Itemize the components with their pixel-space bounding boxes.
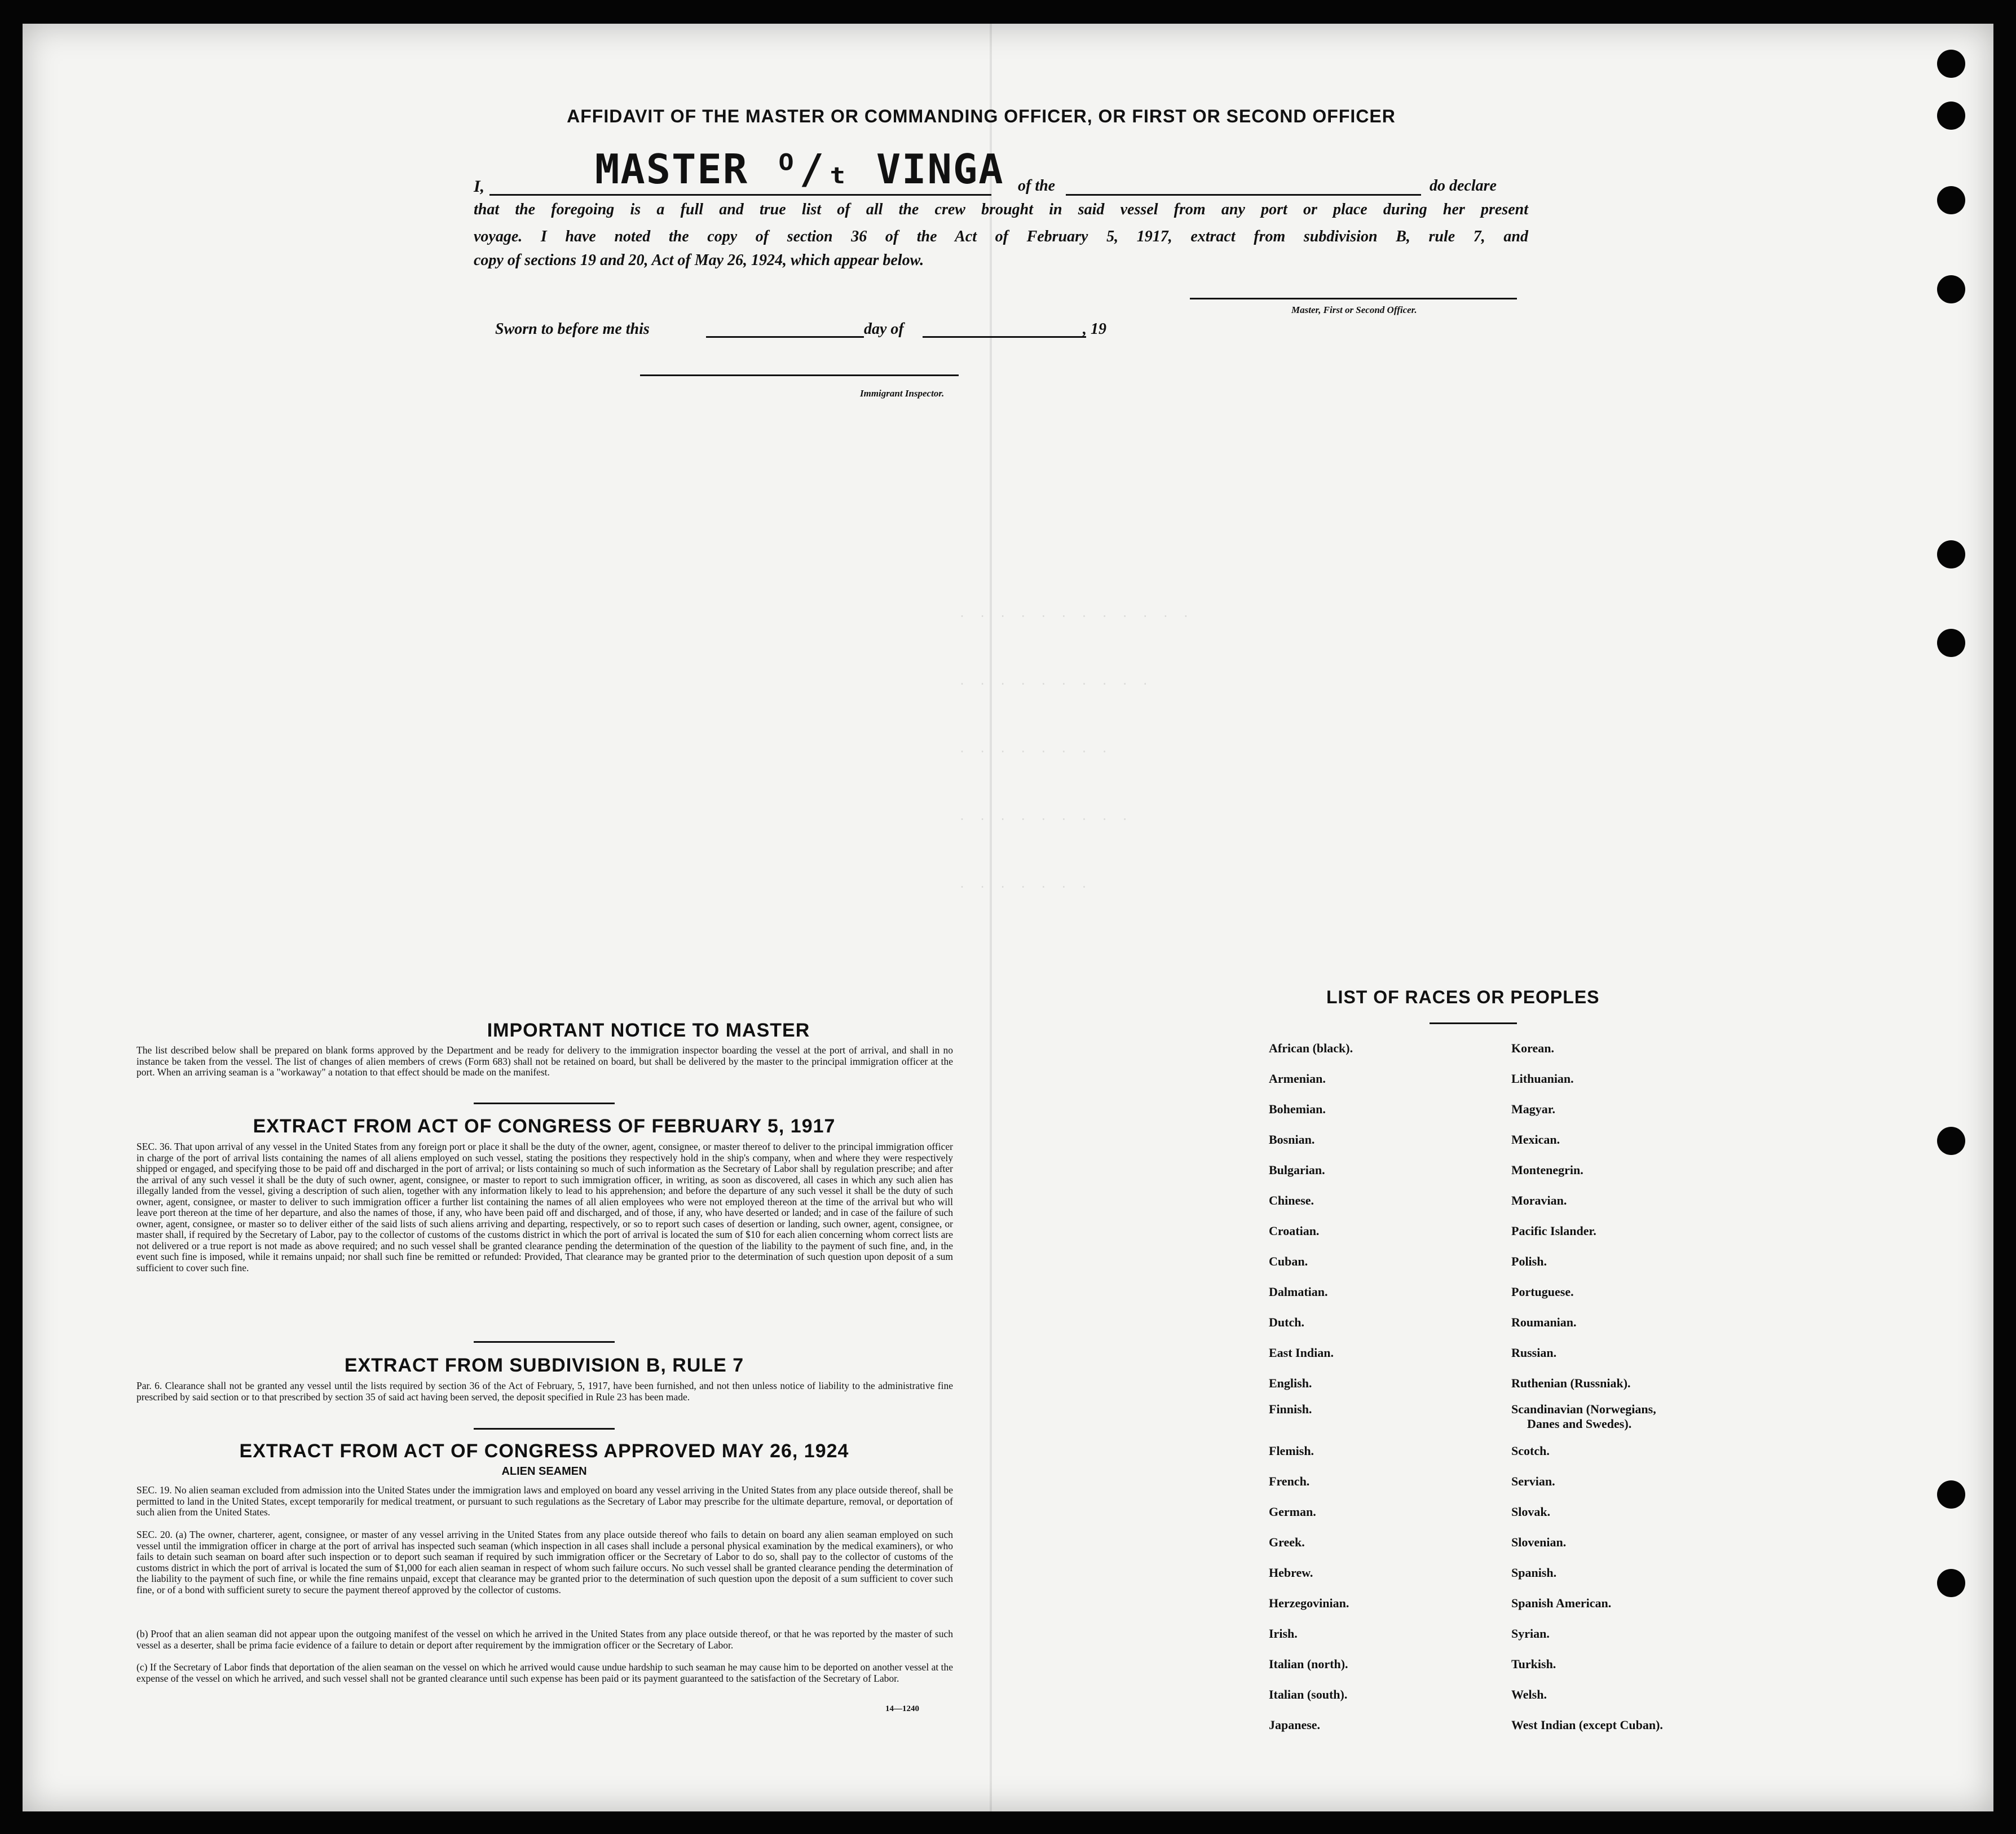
race-item: Montenegrin. [1511,1163,1583,1177]
inspector-caption: Immigrant Inspector. [860,388,945,399]
race-item: Russian. [1511,1346,1557,1360]
race-item: Spanish American. [1511,1596,1612,1610]
inspector-signature-line [640,374,959,376]
race-item: Flemish. [1269,1444,1314,1458]
divider-rule [474,1103,615,1104]
rule7-title: EXTRACT FROM SUBDIVISION B, RULE 7 [344,1355,744,1376]
race-item: Italian (south). [1269,1687,1348,1701]
race-item: Welsh. [1511,1687,1547,1701]
binder-hole [1937,275,1965,303]
binder-hole [1937,540,1965,568]
bleed-through-marks: . . . . . . . . [959,742,1111,755]
race-item: West Indian (except Cuban). [1511,1718,1663,1732]
binder-hole [1937,186,1965,214]
race-item: Lithuanian. [1511,1072,1574,1086]
declaration-line-2: voyage. I have noted the copy of section 36 of the Act of February 5, 1917, extract from subdivision B, rule 7, and [474,228,1528,245]
race-item: German. [1269,1505,1316,1519]
page-fold [990,24,992,1811]
bleed-through-marks: . . . . . . . . . . [959,674,1152,687]
officer-signature-line [1190,298,1517,299]
extract-1917-title: EXTRACT FROM ACT OF CONGRESS OF FEBRUARY 5, 1917 [253,1116,836,1137]
race-item: Spanish. [1511,1566,1557,1580]
race-item: Finnish. [1269,1402,1312,1416]
race-item: Turkish. [1511,1657,1556,1671]
extract-1924-sec20b: (b) Proof that an alien seaman did not appear upon the outgoing manifest of the vessel on which he arrived in the United States from any place outside thereof, or that he was reported by the master of such vessel as a deserter, shall be prima facie evidence of a failure to detain or deport after requirement by the immigration officer or the Secretary of Labor. [136,1628,953,1651]
race-item: East Indian. [1269,1346,1334,1360]
race-item: Italian (north). [1269,1657,1348,1671]
extract-1924-sec19: SEC. 19. No alien seaman excluded from admission into the United States under the immigration laws and employed on board any vessel arriving in the United States from any place outside thereof, shall be permitted to land in the United States, except temporarily for medical treatment, or pursuant to such regulations as the Secretary of Labor may prescribe for the ultimate departure, removal, or deportation of such alien from the United States. [136,1484,953,1518]
binder-hole [1937,50,1965,78]
extract-1924-subtitle: ALIEN SEAMEN [501,1465,587,1478]
affidavit-title: AFFIDAVIT OF THE MASTER OR COMMANDING OFFICER, OR FIRST OR SECOND OFFICER [567,106,1396,126]
race-item: Slovenian. [1511,1535,1567,1549]
bleed-through-marks: . . . . . . . . . . . . [959,606,1193,620]
race-item: Cuban. [1269,1254,1308,1268]
binder-hole [1937,629,1965,657]
race-item: Moravian. [1511,1193,1567,1207]
declaration-line-1: that the foregoing is a full and true list of all the crew brought in said vessel from any port or place during her present [474,201,1528,218]
race-item: Dalmatian. [1269,1285,1328,1299]
master-name-filled: MASTER ᴼ/ₜ VINGA [595,146,1004,193]
race-item: Japanese. [1269,1718,1321,1732]
binder-hole [1937,1480,1965,1509]
race-item: African (black). [1269,1041,1353,1055]
declaration-line-3: copy of sections 19 and 20, Act of May 26, 1924, which appear below. [474,252,924,269]
extract-1917-text: SEC. 36. That upon arrival of any vessel in the United States from any foreign port or place it shall be the duty of the owner, agent, consignee, or master thereof to deliver to the principal immigration officer in charge of the port of arrival lists containing the names of all aliens employed on such vessel, stating the positions they respectively hold in the ship's company, when and where they were respectively shipped or engaged, and specifying those to be paid off and discharged in the port of arrival; or lists containing so much of such information as the Secretary of Labor shall by regulation prescribe; and after the arrival of any such vessel it shall be the duty of such owner, agent, consignee, or master to report to such immigration officer, in writing, as soon as discovered, all cases in which any such alien has illegally landed from the vessel, giving a description of such alien, together with any information likely to lead to his apprehension; and before the departure of any such vessel it shall be the duty of such owner, agent, consignee, or master to deliver to such immigration officer a further list containing the names of all alien employees who were not employed thereon at the time of the arrival but who will leave port thereon at the time of her departure, and also the names of those, if any, who have been paid off and discharged, and of those, if any, who have deserted or landed; and in case of the failure of such owner, agent, consignee, or master so to deliver either of the said lists of such aliens arriving and departing, respectively, or so to report such cases of desertion or landing, such owner, agent, consignee, or master shall, if required by the Secretary of Labor, pay to the collector of customs of the customs district in which the port of arrival is located the sum of $10 for each alien concerning whom correct lists are not delivered or a true report is not made as above required; and no such vessel shall be granted clearance pending the determination of the question of the liability to the payment of such fine, and, in the event such fine is imposed, while it remains unpaid; nor shall such fine be remitted or refunded: Provided, That clearance may be granted prior to the determination of such question upon deposit of a sum sufficient to cover such fine. [136,1141,953,1273]
sworn-label: Sworn to before me this [495,320,650,338]
race-item: Ruthenian (Russniak). [1511,1376,1631,1390]
races-title: LIST OF RACES OR PEOPLES [1326,987,1600,1007]
name-underline [489,194,991,196]
race-item: Chinese. [1269,1193,1314,1207]
affidavit-of-the: of the [1018,177,1056,195]
race-item: Herzegovinian. [1269,1596,1349,1610]
race-item: Bosnian. [1269,1132,1315,1147]
race-item: Pacific Islander. [1511,1224,1596,1238]
vessel-underline [1066,194,1421,196]
race-item: Croatian. [1269,1224,1320,1238]
race-item: Bohemian. [1269,1102,1326,1116]
race-item: Armenian. [1269,1072,1326,1086]
officer-caption: Master, First or Second Officer. [1291,305,1417,315]
race-item: Danes and Swedes). [1527,1417,1632,1431]
affidavit-i-label: I, [474,177,485,196]
race-item: Irish. [1269,1626,1298,1641]
race-item: Scotch. [1511,1444,1550,1458]
divider-rule [474,1428,615,1430]
race-item: Hebrew. [1269,1566,1313,1580]
extract-1924-sec20a: SEC. 20. (a) The owner, charterer, agent, consignee, or master of any vessel arriving in the United States from any place outside thereof who fails to detain on board any alien seaman employed on such vessel until the immigration officer in charge at the port of arrival has inspected such seaman (which inspection in all cases shall include a personal physical examination by the medical examiners), or who fails to detain such seaman on board after such inspection or to deport such seaman if required by such immigration officer or the Secretary of Labor to do so, shall pay to the collector of customs of the customs district in which the port of arrival is located the sum of $1,000 for each alien seaman in respect of whom such failure occurs. No such vessel shall be granted clearance pending the determination of the liability to the payment of such fine, or while the fine remains unpaid, except that clearance may be granted prior to the determination of such question upon the deposit of a sum sufficient to cover such fine, or of a bond with sufficient surety to secure the payment thereof approved by the collector of customs. [136,1529,953,1595]
sworn-year: , 19 [1083,320,1106,338]
divider-rule [474,1341,615,1343]
race-item: Slovak. [1511,1505,1551,1519]
race-item: Roumanian. [1511,1315,1577,1329]
race-item: Bulgarian. [1269,1163,1325,1177]
sworn-day-of: day of [864,320,904,338]
race-item: Syrian. [1511,1626,1550,1641]
races-title-rule [1430,1022,1517,1024]
race-item: Korean. [1511,1041,1554,1055]
race-item: Servian. [1511,1474,1555,1488]
race-item: French. [1269,1474,1310,1488]
form-number: 14—1240 [885,1704,919,1713]
extract-1924-title: EXTRACT FROM ACT OF CONGRESS APPROVED MAY 26, 1924 [239,1440,849,1462]
race-item: Portuguese. [1511,1285,1574,1299]
binder-hole [1937,102,1965,130]
race-item: Mexican. [1511,1132,1560,1147]
rule7-text: Par. 6. Clearance shall not be granted any vessel until the lists required by section 36 of the Act of February, 5, 1917, have been furnished, and not then unless notice of liability to the administrative fine prescribed by said section or to that prescribed by section 35 of said act having been served, the deposit specified in Rule 23 has been made. [136,1380,953,1403]
race-item: Magyar. [1511,1102,1556,1116]
notice-text: The list described below shall be prepared on blank forms approved by the Department and be ready for delivery to the immigration inspector boarding the vessel at the port of arrival, and shall in no instance be taken from the vessel. The list of changes of alien members of crews (Form 683) shall not be retained on board, but shall be delivered by the master to the principal immigration officer at the port. When an arriving seaman is a "workaway" a notation to that effect should be made on the manifest. [136,1044,953,1078]
race-item: Greek. [1269,1535,1305,1549]
sworn-day-line [706,336,864,338]
bleed-through-marks: . . . . . . . [959,877,1091,890]
race-item: English. [1269,1376,1312,1390]
extract-1924-sec20c: (c) If the Secretary of Labor finds that deportation of the alien seaman on the vessel on which he arrived would cause undue hardship to such seaman he may cause him to be deported on another vessel at the expense of the vessel on which he arrived, and such vessel shall not be granted clearance until such expense has been paid or its payment guaranteed to the satisfaction of the Secretary of Labor. [136,1661,953,1684]
race-item: Scandinavian (Norwegians, [1511,1402,1656,1416]
binder-hole [1937,1569,1965,1597]
bleed-through-marks: . . . . . . . . . [959,809,1132,823]
sworn-month-line [923,336,1086,338]
affidavit-do-declare: do declare [1430,177,1497,195]
race-item: Polish. [1511,1254,1547,1268]
notice-title: IMPORTANT NOTICE TO MASTER [487,1020,810,1041]
binder-hole [1937,1127,1965,1155]
race-item: Dutch. [1269,1315,1304,1329]
